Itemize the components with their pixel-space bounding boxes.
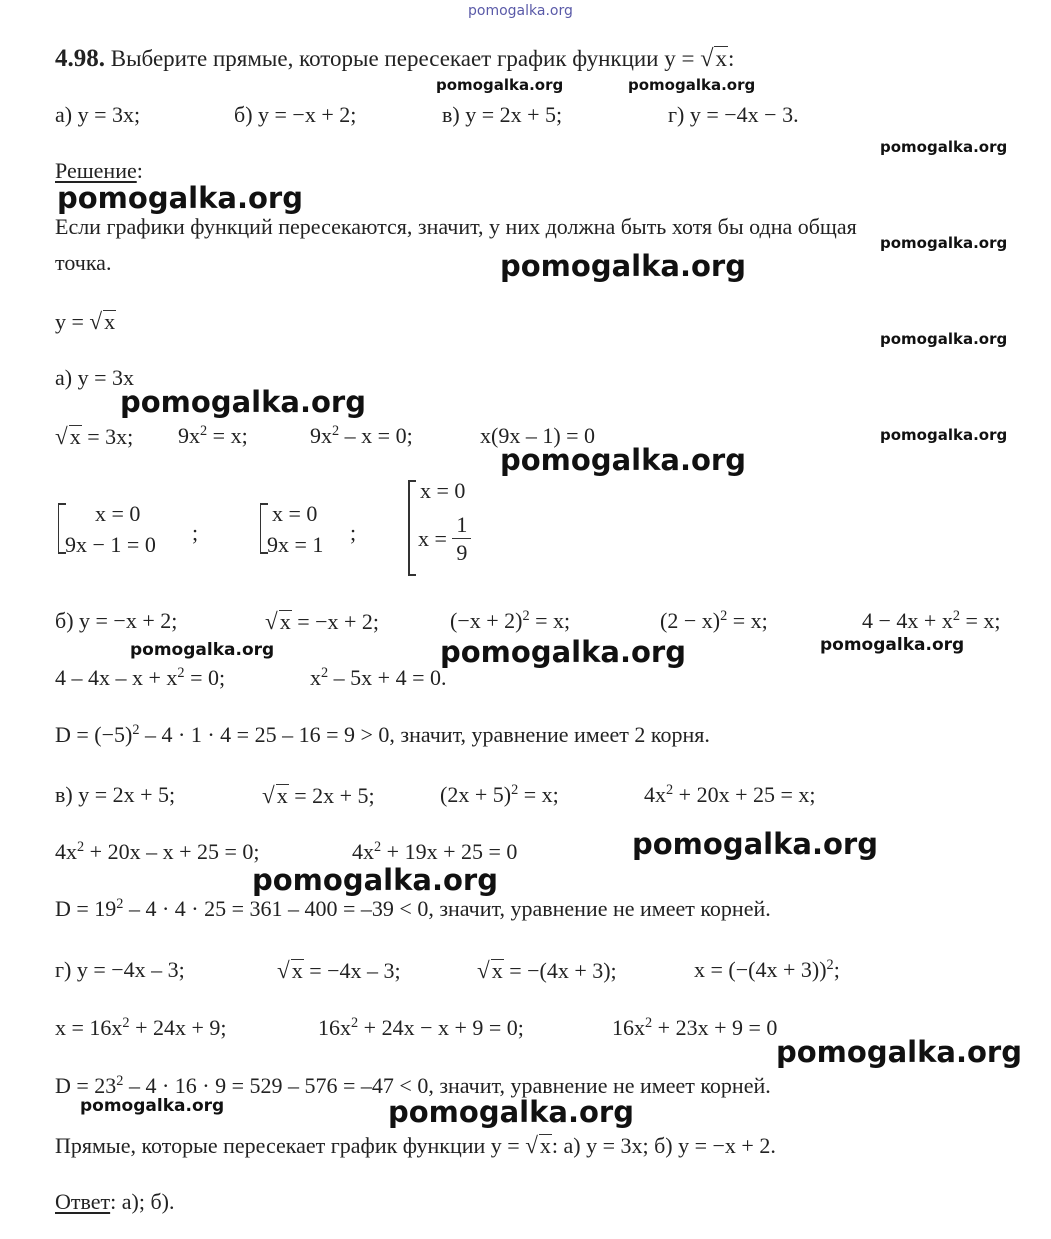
set-bracket xyxy=(58,503,59,553)
watermark: pomogalka.org xyxy=(440,635,686,669)
option-g: г) y = −4x − 3. xyxy=(668,102,799,127)
watermark: pomogalka.org xyxy=(436,76,564,94)
sys3-bottom: x = $\frac{1}{9}$ xyxy=(418,514,471,564)
sys2-sep: ; xyxy=(350,520,357,545)
part-g-label: г) y = −4x – 3; xyxy=(55,957,185,982)
problem-text: Выберите прямые, которые пересекает график функции y = xyxy=(110,46,701,71)
problem-statement: 4.98. Выберите прямые, которые пересекает график функции y = √x: xyxy=(55,45,735,72)
sys1-sep: ; xyxy=(192,520,199,545)
intro-line-2: точка. xyxy=(55,250,112,275)
watermark: pomogalka.org xyxy=(880,234,1008,252)
part-g-line2c: $16x^2 + 23x + 9 = 0$ xyxy=(612,1015,778,1040)
part-a-eq2: $9x^2 = x$; xyxy=(178,423,248,448)
part-b-eq3: $(2 - x)^2 = x$; xyxy=(660,608,768,633)
part-b-eq1: √x = −x + 2; xyxy=(265,608,380,634)
part-v-eq2: $(2x + 5)^2 = x$; xyxy=(440,782,559,807)
part-v-discriminant: $D = 19^2 - 4 \cdot 4 \cdot 25 = 361 - 400 = -39 < 0$, значит, уравнение не имеет корней. xyxy=(55,896,771,921)
problem-number: 4.98. xyxy=(55,45,105,72)
part-b-eq2: $(-x + 2)^2 = x$; xyxy=(450,608,571,633)
set-bracket xyxy=(408,480,416,576)
sys1-top: x = 0 xyxy=(95,501,141,526)
part-v-eq1: √x = 2x + 5; xyxy=(262,782,375,808)
sys3-top: x = 0 xyxy=(420,478,466,503)
part-g-line2b: $16x^2 + 24x - x + 9 = 0$; xyxy=(318,1015,524,1040)
sqrt-icon: √ xyxy=(700,45,714,72)
part-b-label: б) y = −x + 2; xyxy=(55,608,178,633)
sqrt-icon: √ xyxy=(265,608,278,634)
part-g-eq2: √x = −(4x + 3); xyxy=(477,957,617,983)
sys1-bottom: 9x − 1 = 0 xyxy=(65,532,156,557)
set-bracket xyxy=(260,503,261,553)
sqrt-icon: √ xyxy=(89,308,103,334)
watermark: pomogalka.org xyxy=(252,863,498,897)
part-a-label: а) y = 3x xyxy=(55,365,134,390)
option-b: б) y = −x + 2; xyxy=(234,102,357,127)
answer: Ответ: а); б). xyxy=(55,1189,175,1214)
watermark: pomogalka.org xyxy=(120,385,366,419)
watermark: pomogalka.org xyxy=(628,76,756,94)
part-v-eq3: $4x^2 + 20x + 25 = x$; xyxy=(644,782,816,807)
set-bracket-tick xyxy=(260,503,268,505)
part-a-eq1: √x = 3x; xyxy=(55,423,134,449)
watermark: pomogalka.org xyxy=(57,181,303,215)
sqrt-icon: √ xyxy=(477,957,490,983)
watermark: pomogalka.org xyxy=(500,443,746,477)
part-b-eq4: $4 - 4x + x^2 = x$; xyxy=(862,608,1001,633)
watermark: pomogalka.org xyxy=(880,330,1008,348)
part-v-label: в) y = 2x + 5; xyxy=(55,782,176,807)
part-v-line2a: $4x^2 + 20x - x + 25 = 0$; xyxy=(55,839,260,864)
sys2-bottom: 9x = 1 xyxy=(267,532,324,557)
part-a-eq3: $9x^2 - x = 0$; xyxy=(310,423,413,448)
part-b-line2a: $4 - 4x - x + x^2 = 0$; xyxy=(55,665,226,690)
sqrt-icon: √ xyxy=(277,957,290,983)
fraction: $\frac{1}{9}$ xyxy=(452,514,471,564)
part-b-line2b: $x^2 - 5x + 4 = 0$. xyxy=(310,665,447,690)
sqrt-icon: √ xyxy=(262,782,275,808)
watermark: pomogalka.org xyxy=(80,1096,225,1116)
watermark: pomogalka.org xyxy=(388,1095,634,1129)
watermark: pomogalka.org xyxy=(880,426,1008,444)
part-g-line2a: $x = 16x^2 + 24x + 9$; xyxy=(55,1015,227,1040)
option-v: в) y = 2x + 5; xyxy=(442,102,563,127)
watermark: pomogalka.org xyxy=(130,640,275,660)
part-v-line2b: $4x^2 + 19x + 25 = 0$ xyxy=(352,839,518,864)
watermark: pomogalka.org xyxy=(880,138,1008,156)
function-def: y = √x xyxy=(55,308,116,334)
part-b-discriminant: $D = (-5)^2 - 4 \cdot 1 \cdot 4 = 25 - 16 = 9 > 0$, значит, уравнение имеет 2 корня. xyxy=(55,722,710,747)
intro-line-1: Если графики функций пересекаются, значит, у них должна быть хотя бы одна общая xyxy=(55,214,857,239)
watermark: pomogalka.org xyxy=(820,635,965,655)
set-bracket-tick xyxy=(58,503,66,505)
watermark: pomogalka.org xyxy=(632,827,878,861)
watermark: pomogalka.org xyxy=(500,249,746,283)
sqrt-icon: √ xyxy=(525,1132,538,1158)
option-a: а) y = 3x; xyxy=(55,102,141,127)
part-g-discriminant: $D = 23^2 - 4 \cdot 16 \cdot 9 = 529 - 576 = -47 < 0$, значит, уравнение не имеет корней. xyxy=(55,1073,771,1098)
watermark-top: pomogalka.org xyxy=(468,3,573,19)
part-g-eq1: √x = −4x – 3; xyxy=(277,957,401,983)
sqrt-icon: √ xyxy=(55,423,68,449)
solution-heading: Решение: xyxy=(55,158,143,183)
problem-radicand: x xyxy=(715,46,727,71)
part-a-eq4: x(9x – 1) = 0 xyxy=(480,423,596,448)
sys2-top: x = 0 xyxy=(272,501,318,526)
watermark: pomogalka.org xyxy=(776,1035,1022,1069)
conclusion: Прямые, которые пересекает график функции y = √x: а) y = 3x; б) y = −x + 2. xyxy=(55,1132,776,1158)
part-g-eq3: $x = (-(4x + 3))^2$; xyxy=(694,957,840,982)
